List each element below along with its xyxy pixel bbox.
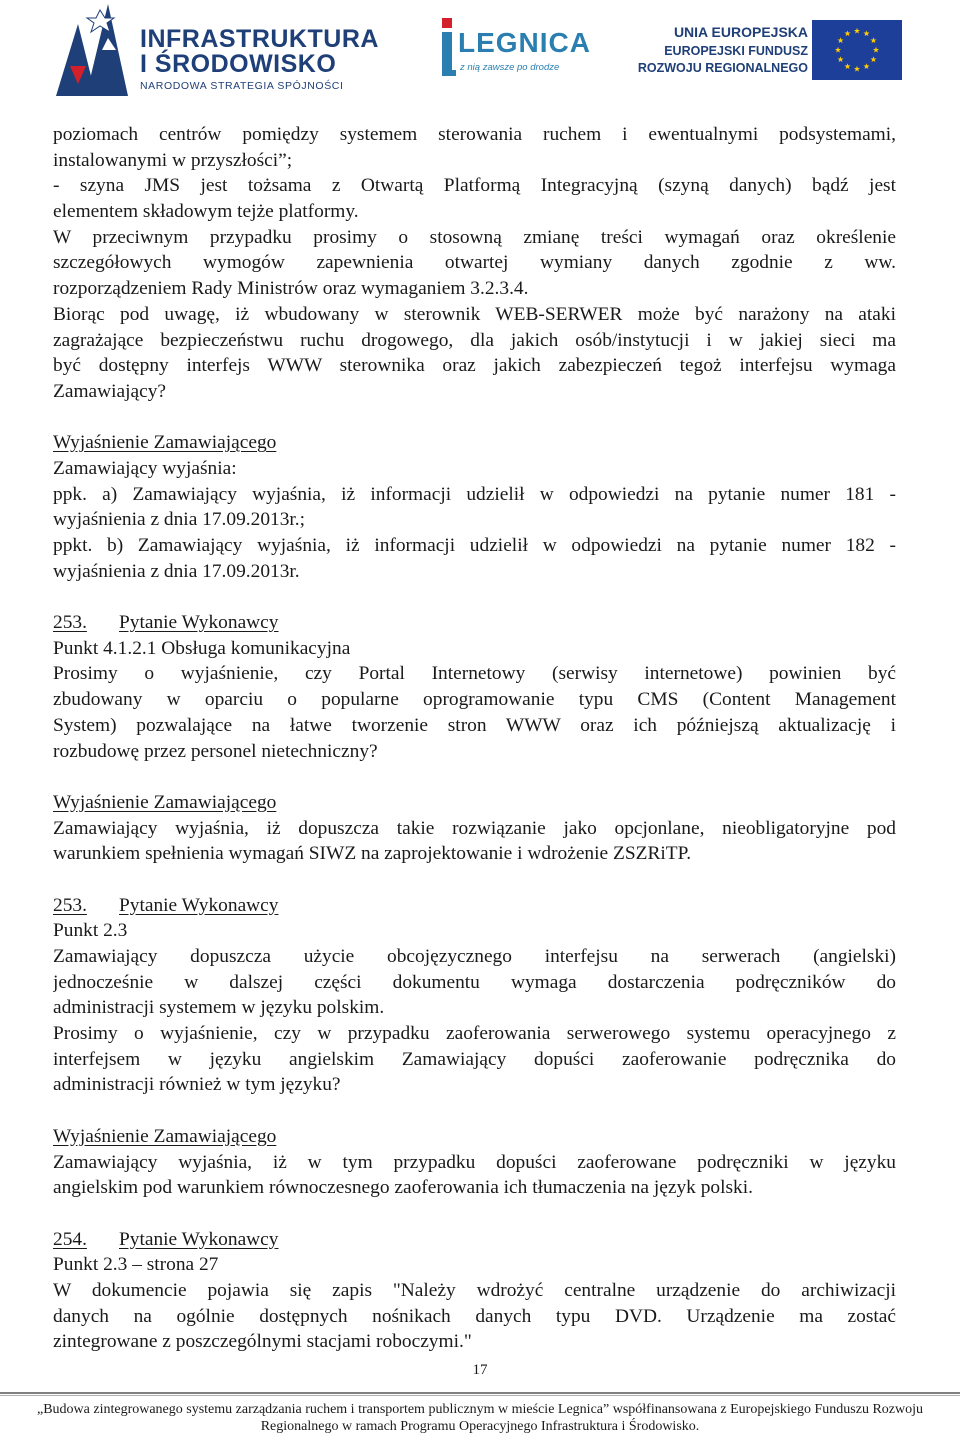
page-number: 17 — [472, 1362, 488, 1378]
text-line: angielskim pod warunkiem równoczesnego zaoferowania ich tłumaczenia na język polski. — [53, 1177, 753, 1199]
blank-line — [53, 1098, 896, 1124]
question-title: Pytanie Wykonawcy — [119, 612, 279, 634]
blank-line — [53, 1201, 896, 1227]
eu-logo-line1: UNIA EUROPEJSKA — [673, 24, 808, 40]
text-line: Zamawiający wyjaśnia, iż dopuszcza takie rozwiązanie jako opcjonlane, nieobligatoryjne pod — [53, 817, 896, 839]
text-line: poziomach centrów pomiędzy systemem sterowania ruchem i ewentualnymi podsystemami, — [53, 124, 896, 145]
question-number: 254. — [53, 1228, 87, 1250]
explanation-heading-text: Wyjaśnienie Zamawiającego — [53, 432, 277, 454]
text-line: Punkt 4.1.2.1 Obsługa komunikacyjna — [53, 637, 351, 659]
text-line: rozbudowę przez personel nietechniczny? — [53, 740, 378, 762]
text-line: Biorąc pod uwagę, iż wbudowany w sterownik WEB-SERWER może być narażony na ataki — [53, 303, 896, 325]
eu-logo-line2: EUROPEJSKI FUNDUSZ — [664, 44, 808, 58]
blank-line — [53, 584, 896, 610]
question-number: 253. — [53, 612, 87, 634]
text-line: ppk. a) Zamawiający wyjaśnia, iż informacji udzielił w odpowiedzi na pytanie numer 181 - — [53, 483, 896, 505]
blank-line — [53, 764, 896, 790]
text-line: Prosimy o wyjaśnienie, czy Portal Internetowy (serwisy internetowe) powinien być — [53, 663, 896, 685]
eu-flag-icon — [812, 20, 902, 80]
text-line: W dokumencie pojawia się zapis "Należy wdrożyć centralne urządzenie do archiwizacji — [53, 1279, 896, 1301]
text-line: System) pozwalające na łatwe tworzenie stron WWW oraz ich późniejszą aktualizację i — [53, 714, 896, 736]
question-heading — [53, 1227, 896, 1253]
legnica-mark-icon — [438, 18, 456, 80]
text-line: Zamawiający wyjaśnia: — [53, 457, 237, 479]
text-line: administracji również w tym języku? — [53, 1074, 341, 1096]
text-line: jednocześnie w dalszej części dokumentu wymaga dostarczenia podręczników do — [53, 971, 896, 993]
text-line: wyjaśnienia z dnia 17.09.2013r.; — [53, 509, 306, 531]
eu-logo-line3: ROZWOJU REGIONALNEGO — [637, 61, 808, 75]
text-line: Zamawiający? — [53, 380, 167, 402]
text-line: zintegrowane z poszczególnymi stacjami roboczymi." — [53, 1331, 472, 1353]
question-heading — [53, 893, 896, 919]
text-line: rozporządzeniem Rady Ministrów oraz wymaganiem 3.2.3.4. — [53, 278, 529, 300]
footer-line1: „Budowa zintegrowanego systemu zarządzania ruchem i transportem publicznym w mieście Legnica” współfinansowana z Europejskiego Funduszu Rozwoju — [36, 1402, 923, 1417]
is-logo-subtitle: NARODOWA STRATEGIA SPÓJNOŚCI — [140, 80, 344, 92]
eu-logo — [637, 18, 908, 82]
is-logo-title-line2: I ŚRODOWISKO — [140, 50, 337, 78]
document-body — [53, 122, 896, 1355]
text-line: W przeciwnym przypadku prosimy o stosowną zmianę treści wymagań oraz określenie — [53, 226, 896, 248]
question-number: 253. — [53, 894, 87, 916]
question-title: Pytanie Wykonawcy — [119, 1228, 279, 1250]
explanation-heading — [53, 430, 896, 456]
text-line: administracji systemem w języku polskim. — [53, 997, 385, 1019]
explanation-heading — [53, 1124, 896, 1150]
is-logo-title-line1: INFRASTRUKTURA — [140, 25, 379, 53]
footer-divider — [0, 1392, 960, 1394]
blank-line — [53, 867, 896, 893]
text-line: Punkt 2.3 — [53, 920, 128, 942]
explanation-heading-text: Wyjaśnienie Zamawiającego — [53, 1125, 277, 1147]
text-line: warunkiem spełnienia wymagań SIWZ na zaprojektowanie i wdrożenie ZSZRiTP. — [53, 843, 692, 865]
text-line: Punkt 2.3 – strona 27 — [53, 1254, 219, 1276]
text-line: zagrażające bezpieczeństwu ruchu drogowego, dla jakich osób/instytucji i w jakiej sieci ma — [53, 329, 896, 351]
text-line: Zamawiający dopuszcza użycie obcojęzycznego interfejsu na serwerach (angielski) — [53, 946, 896, 967]
legnica-logo-name: LEGNICA — [458, 27, 591, 58]
text-line: być dostępny interfejs WWW sterownika oraz jakich zabezpieczeń tegoż interfejsu wymaga — [53, 355, 896, 377]
blank-line — [53, 405, 896, 431]
text-line: Prosimy o wyjaśnienie, czy w przypadku zaoferowania serwerowego systemu operacyjnego z — [53, 1023, 896, 1045]
explanation-heading — [53, 790, 896, 816]
text-line: zbudowany w oparciu o popularne oprogramowanie typu CMS (Content Management — [53, 689, 896, 711]
footer-line2: Regionalnego w ramach Programu Operacyjnego Infrastruktura i Środowisko. — [260, 1419, 700, 1434]
question-title: Pytanie Wykonawcy — [119, 894, 279, 916]
is-logo-mark-icon — [56, 4, 142, 96]
legnica-logo — [438, 14, 598, 84]
text-line: interfejsem w języku angielskim Zamawiający dopuści zaoferowanie podręcznika do — [53, 1048, 896, 1070]
text-line: ppkt. b) Zamawiający wyjaśnia, iż informacji udzielił w odpowiedzi na pytanie numer 182 - — [53, 535, 896, 556]
question-heading — [53, 610, 896, 636]
text-line: szczegółowych wymogów zapewnienia otwartej wymiany danych zgodnie z ww. — [53, 252, 896, 274]
text-line: - szyna JMS jest tożsama z Otwartą Platformą Integracyjną (szyną danych) bądź jest — [53, 175, 896, 197]
text-line: danych na ogólnie dostępnych nośnikach danych typu DVD. Urządzenie ma zostać — [53, 1305, 896, 1327]
header-logos — [0, 0, 960, 100]
footer-divider-thin — [0, 1395, 960, 1396]
legnica-logo-slogan: z nią zawsze po drodze — [460, 62, 560, 73]
explanation-heading-text: Wyjaśnienie Zamawiającego — [53, 791, 277, 813]
text-line: Zamawiający wyjaśnia, iż w tym przypadku dopuści zaoferowane podręczniki w języku — [53, 1151, 896, 1173]
infrastruktura-srodowisko-logo — [56, 4, 379, 96]
text-line: elementem składowym tejże platformy. — [53, 201, 359, 223]
text-line: instalowanymi w przyszłości”; — [53, 149, 293, 171]
text-line: wyjaśnienia z dnia 17.09.2013r. — [53, 560, 300, 582]
